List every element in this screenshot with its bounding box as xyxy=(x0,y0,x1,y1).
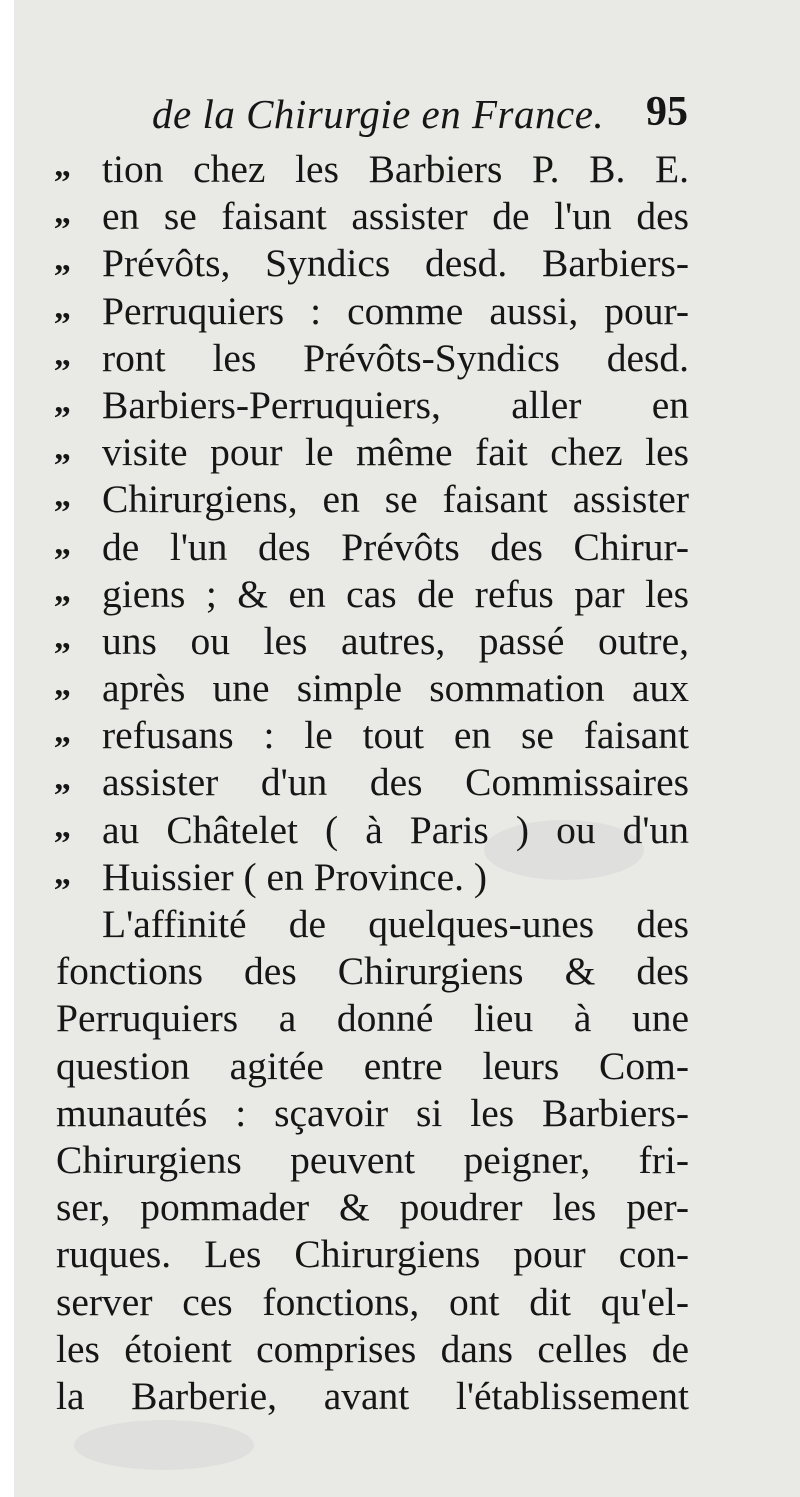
quoted-line xyxy=(54,382,694,429)
paragraph-line-text: Perruquiers a donné lieu à une xyxy=(56,996,689,1041)
quoted-line xyxy=(54,193,694,240)
quoted-line-text: Prévôts, Syndics desd. Barbiers- xyxy=(102,241,689,286)
quoted-line xyxy=(54,335,694,382)
quoted-line-text: Perruquiers : comme aussi, pour- xyxy=(102,288,689,333)
paragraph-line-text: L'affinité de quelques-unes des xyxy=(102,902,689,946)
quote-mark: „ xyxy=(54,147,71,184)
quoted-line-text: uns ou les autres, passé outre, xyxy=(102,618,689,663)
paragraph-line-text: Chirurgiens peuvent peigner, fri- xyxy=(56,1137,689,1182)
quote-mark: „ xyxy=(54,713,71,751)
paragraph-line xyxy=(54,948,694,995)
quoted-line-text: de l'un des Prévôts des Chirur- xyxy=(102,524,689,569)
quoted-line xyxy=(54,146,694,193)
quoted-line-text: giens ; & en cas de refus par les xyxy=(102,571,689,616)
quoted-line xyxy=(54,240,694,287)
quoted-line xyxy=(54,854,694,901)
running-title: de la Chirurgie en France. xyxy=(152,91,605,137)
page-margin xyxy=(0,0,14,1497)
paragraph-line xyxy=(54,1279,694,1326)
quoted-line xyxy=(54,288,694,335)
quoted-line-text: Huissier ( en Province. ) xyxy=(102,854,488,899)
quoted-line xyxy=(54,665,694,712)
text-block xyxy=(54,88,694,1420)
quoted-line-text: visite pour le même fait chez les xyxy=(102,430,689,475)
quoted-line-text: au Châtelet ( à Paris ) ou d'un xyxy=(102,807,689,852)
quoted-line xyxy=(54,807,694,854)
quoted-line xyxy=(54,712,694,759)
quote-mark: „ xyxy=(54,854,71,892)
page-header xyxy=(54,88,694,146)
paragraph-line xyxy=(54,1184,694,1231)
quote-mark: „ xyxy=(54,477,71,515)
paragraph-line xyxy=(54,901,694,948)
paragraph-line xyxy=(54,1090,694,1137)
quoted-line xyxy=(54,759,694,806)
quoted-line-text: assister d'un des Commissaires xyxy=(102,760,689,805)
quoted-passage xyxy=(54,146,694,901)
paragraph-line xyxy=(54,995,694,1042)
quote-mark: „ xyxy=(54,807,71,845)
paragraph-line-text: server ces fonctions, ont dit qu'el- xyxy=(56,1279,689,1324)
quote-mark: „ xyxy=(54,524,71,562)
paragraph xyxy=(54,901,694,1420)
paragraph-line xyxy=(54,1326,694,1373)
quote-mark: „ xyxy=(54,618,71,656)
paragraph-line-text: ruques. Les Chirurgiens pour con- xyxy=(56,1232,689,1277)
paragraph-line xyxy=(54,1137,694,1184)
quoted-line-text: après une simple sommation aux xyxy=(102,666,689,711)
paragraph-line xyxy=(54,1373,694,1420)
quote-mark: „ xyxy=(54,430,71,468)
quoted-line xyxy=(54,429,694,476)
quote-mark: „ xyxy=(54,382,71,420)
paragraph-line-text: question agitée entre leurs Com- xyxy=(56,1043,689,1088)
quoted-line xyxy=(54,571,694,618)
quote-mark: „ xyxy=(54,194,71,232)
quoted-line-text: tion chez les Barbiers P. B. E. xyxy=(102,147,689,191)
quoted-line-text: en se faisant assister de l'un des xyxy=(102,194,689,239)
quote-mark: „ xyxy=(54,335,71,373)
page-number: 95 xyxy=(646,89,688,135)
quote-mark: „ xyxy=(54,760,71,798)
paragraph-line-text: munautés : sçavoir si les Barbiers- xyxy=(56,1090,689,1135)
paragraph-line-text: les étoient comprises dans celles de xyxy=(56,1326,689,1371)
quoted-line xyxy=(54,524,694,571)
quoted-line-text: Barbiers-Perruquiers, aller en xyxy=(102,382,689,427)
quote-mark: „ xyxy=(54,571,71,609)
book-page xyxy=(14,0,800,1497)
paragraph-line-text: la Barberie, avant l'établissement xyxy=(56,1373,689,1418)
quote-mark: „ xyxy=(54,241,71,279)
quoted-line xyxy=(54,476,694,523)
quote-mark: „ xyxy=(54,288,71,326)
paragraph-line-text: fonctions des Chirurgiens & des xyxy=(56,949,689,994)
quote-mark: „ xyxy=(54,666,71,704)
quoted-line-text: ront les Prévôts-Syndics desd. xyxy=(102,335,689,380)
paragraph-line xyxy=(54,1231,694,1278)
paragraph-line-text: ser, pommader & poudrer les per- xyxy=(56,1185,689,1230)
quoted-line-text: Chirurgiens, en se faisant assister xyxy=(102,477,689,522)
paragraph-line xyxy=(54,1043,694,1090)
quoted-line xyxy=(54,618,694,665)
page-stain xyxy=(74,1420,254,1470)
quoted-line-text: refusans : le tout en se faisant xyxy=(102,713,689,758)
